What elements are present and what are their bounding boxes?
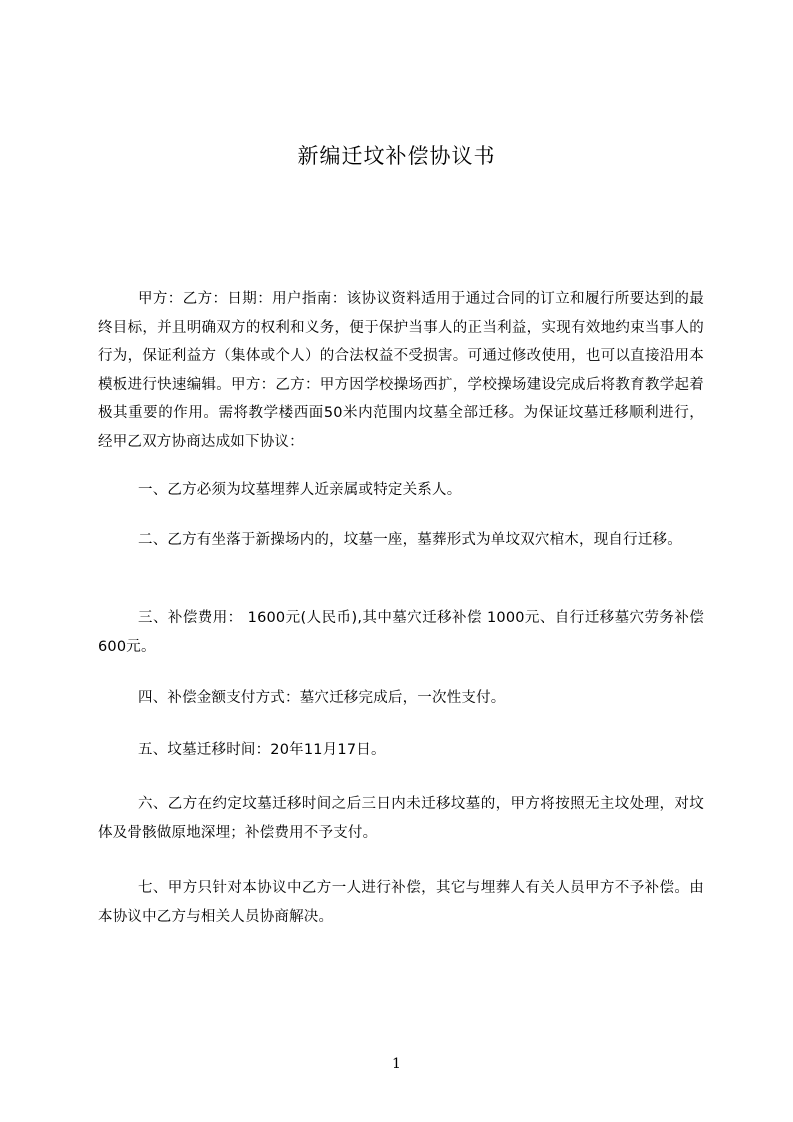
clause-3: 三、补偿费用： 1600元(人民币),其中墓穴迁移补偿 1000元、自行迁移墓穴劳务补偿600元。: [98, 610, 704, 655]
document-title: 新编迁坟补偿协议书: [297, 144, 496, 168]
clause-2: 二、乙方有坐落于新操场内的，坟墓一座，墓葬形式为单坟双穴棺木，现自行迁移。: [138, 532, 682, 548]
clause-7: 七、甲方只针对本协议中乙方一人进行补偿，其它与埋葬人有关人员甲方不予补偿。由本协议中乙方与相关人员协商解决。: [98, 880, 704, 925]
clause-1: 一、乙方必须为坟墓埋葬人近亲属或特定关系人。: [138, 482, 462, 498]
clause-6: 六、乙方在约定坟墓迁移时间之后三日内未迁移坟墓的，甲方将按照无主坟处理，对坟体及骨骸做原地深埋；补偿费用不予支付。: [98, 796, 704, 841]
clause-4: 四、补偿金额支付方式：墓穴迁移完成后，一次性支付。: [138, 690, 506, 706]
clause-5: 五、坟墓迁移时间：20年11月17日。: [138, 742, 386, 758]
intro-paragraph: 甲方：乙方：日期：用户指南：该协议资料适用于通过合同的订立和履行所要达到的最终目标，并且明确双方的权利和义务，便于保护当事人的正当利益，实现有效地约束当事人的行为，保证利益方（集体或个人）的合法权益不受损害。可通过修改使用，也可以直接沿用本模板进行快速编辑。甲方：乙方：甲方因学校操场西扩，学校操场建设完成后将教育教学起着极其重要的作用。需将教学楼西面50米内范围内坟墓全部迁移。为保证坟墓迁移顺利进行，经甲乙双方协商达成如下协议：: [98, 291, 704, 450]
page-number: 1: [392, 1056, 401, 1072]
